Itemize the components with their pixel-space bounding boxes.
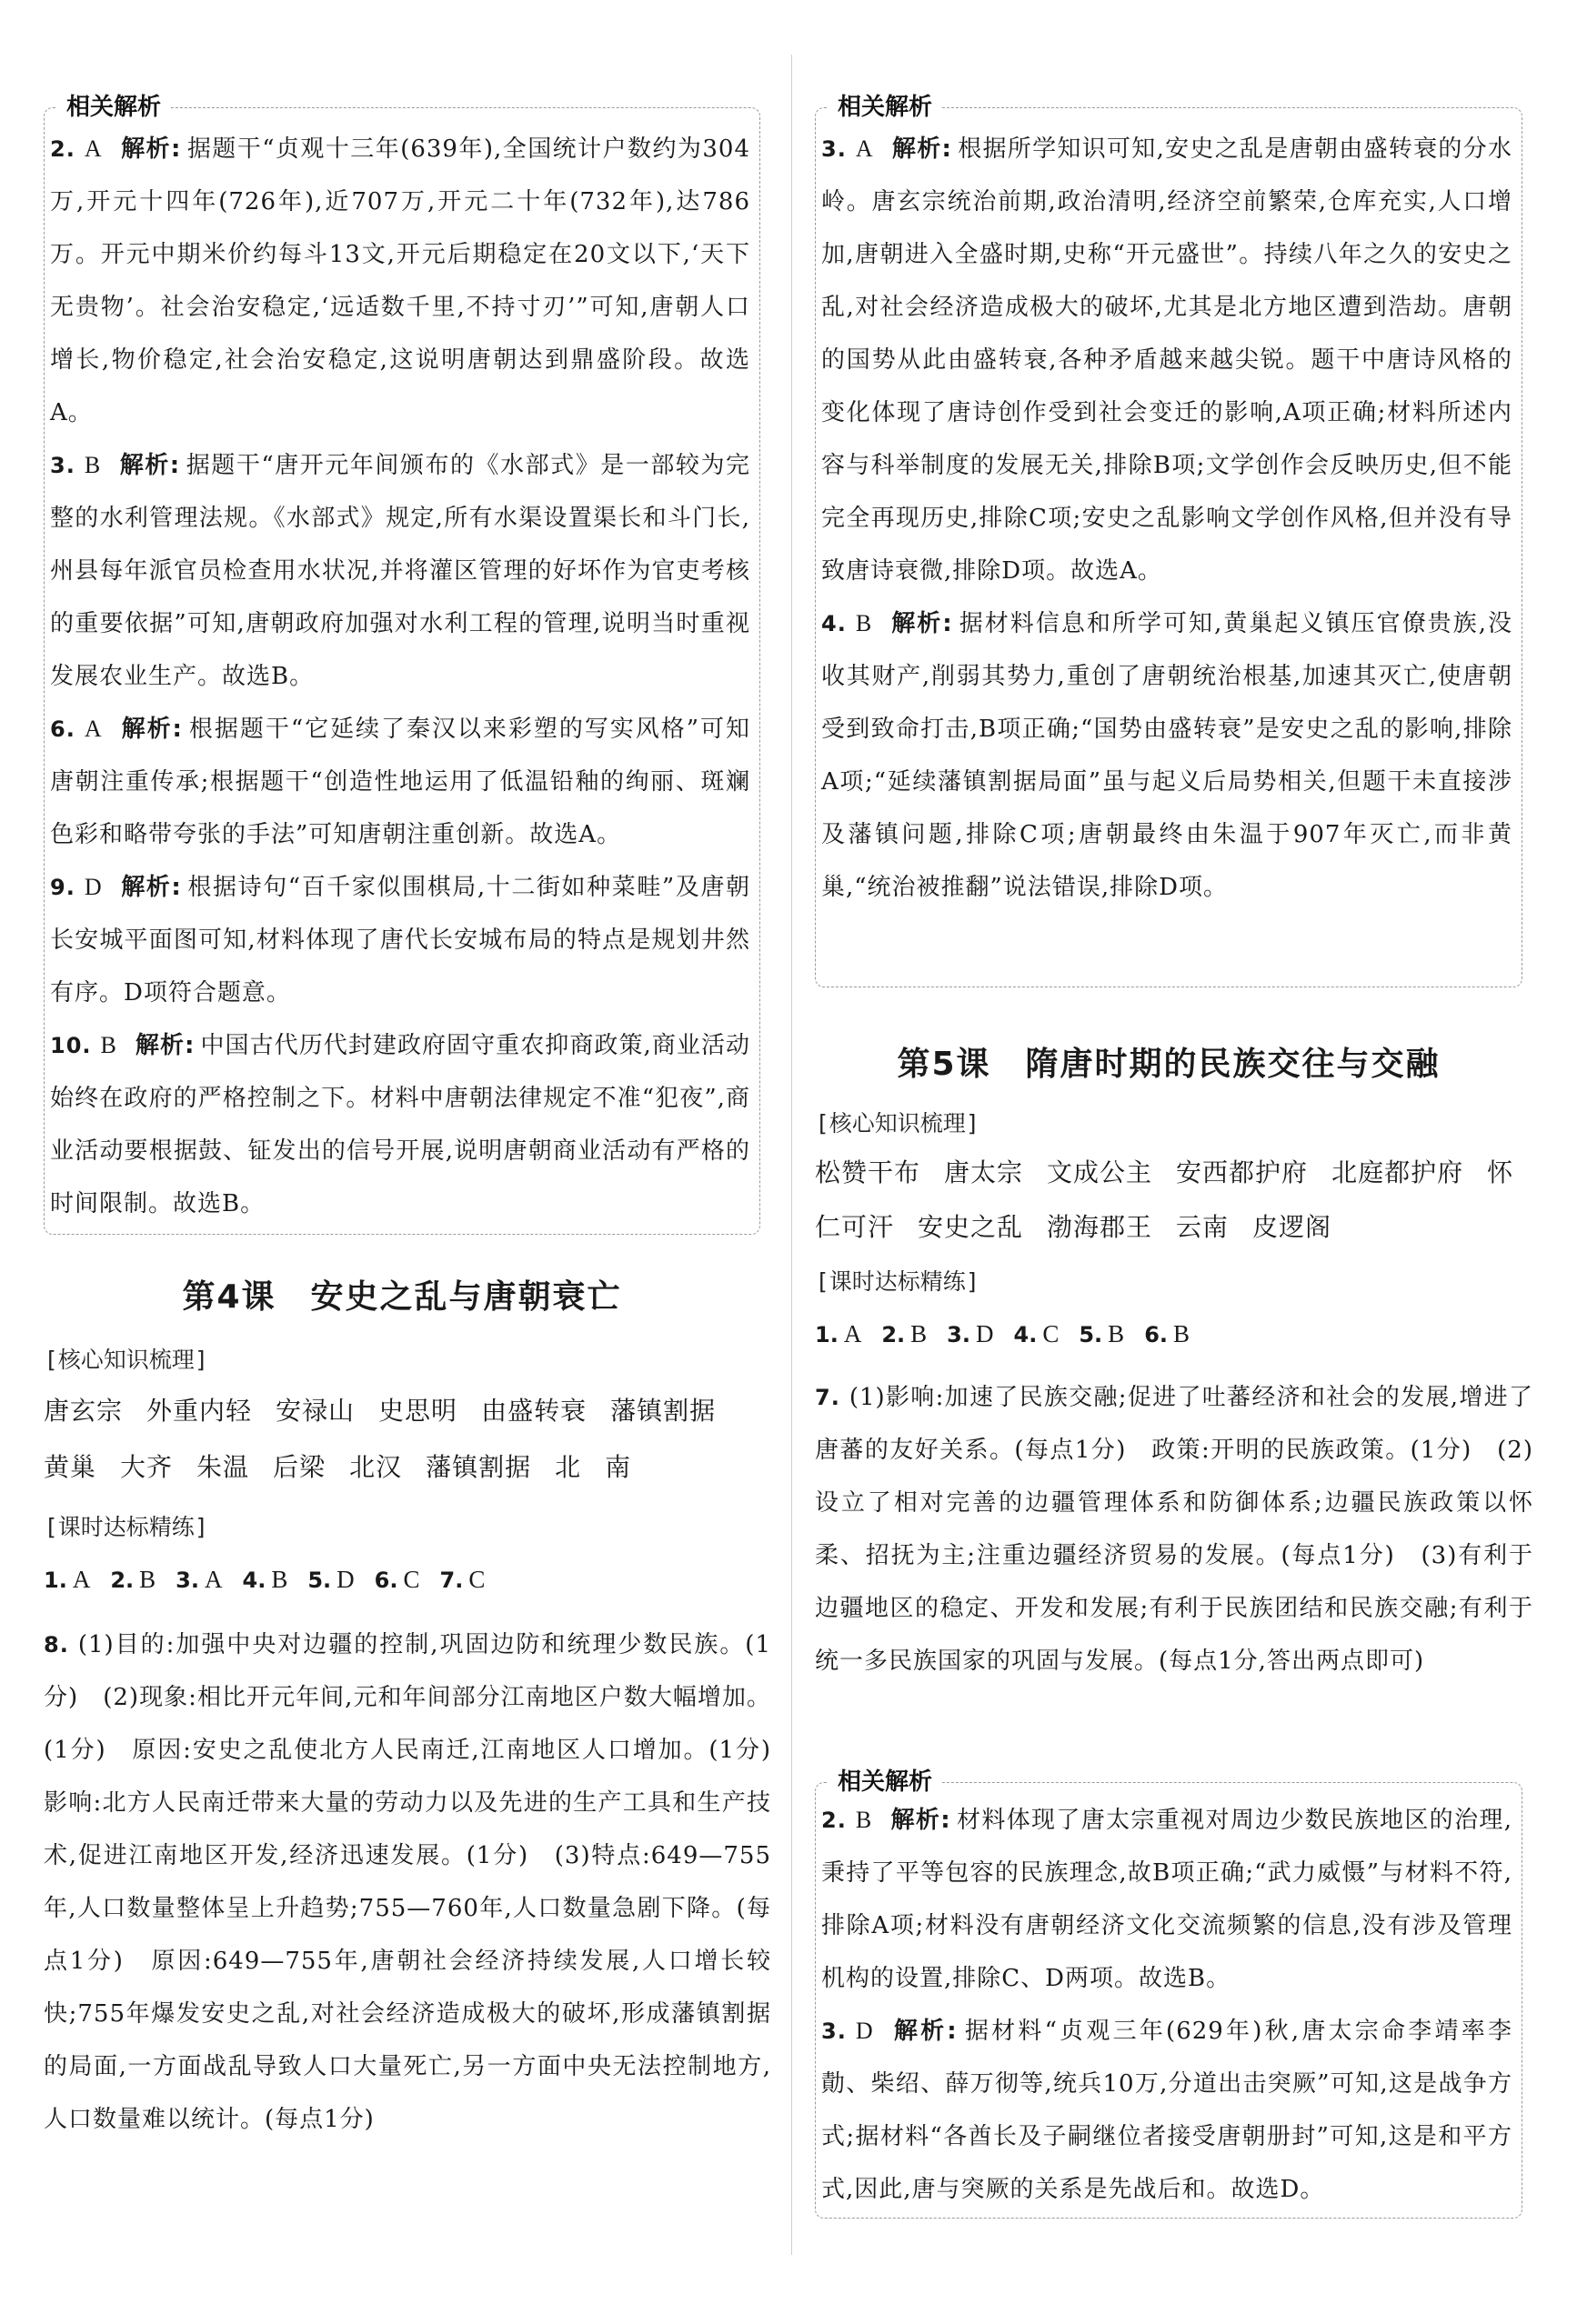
- answer-letter: B: [855, 610, 873, 636]
- keyword: 唐太宗: [944, 1157, 1024, 1187]
- lesson-title: 第5课 隋唐时期的民族交往与交融: [897, 1046, 1441, 1083]
- analysis-tag: 解析:: [890, 610, 953, 637]
- keyword: 外重内轻: [146, 1396, 253, 1426]
- answer-letter: A: [855, 135, 874, 162]
- analysis-item: [50, 439, 750, 703]
- keyword: 云南: [1176, 1212, 1230, 1242]
- question-number: 8.: [44, 1632, 69, 1658]
- keyword: 皮逻阁: [1252, 1212, 1332, 1242]
- keyword: 安西都护府: [1176, 1157, 1309, 1187]
- box-title: 相关解析: [829, 1763, 941, 1797]
- analysis-list: [821, 1794, 1512, 2216]
- section-label-practice: [ 课时达标精练 ]: [815, 1264, 980, 1297]
- keyword: 仁可汗: [815, 1212, 895, 1242]
- answer-item: 4. B: [242, 1566, 288, 1593]
- keyword: 北汉: [349, 1452, 403, 1482]
- analysis-tag: 解析:: [890, 1807, 951, 1834]
- answer-row: [815, 1320, 1210, 1348]
- section-label-practice: [ 课时达标精练 ]: [44, 1509, 209, 1542]
- question-7-answer: [815, 1371, 1533, 1688]
- question-number: 7.: [815, 1385, 840, 1410]
- answer-text: (1)影响:加速了民族交融;促进了吐蕃经济和社会的发展,增进了唐蕃的友好关系。(每点1分) 政策:开明的民族政策。(1分) (2)设立了相对完善的边疆管理体系和防御体系;边疆民族政策以怀柔、招抚为主;注重边疆经济贸易的发展。(每点1分) (3)有利于边疆地区的稳定、开发和发展;有利于民族团结和民族交融;有利于统一多民族国家的巩固与发展。(每点1分,答出两点即可): [815, 1384, 1533, 1675]
- question-number: 2.: [50, 136, 75, 162]
- keyword: 安禄山: [276, 1396, 356, 1426]
- answer-item: 2. B: [110, 1566, 156, 1593]
- box-title: 相关解析: [829, 88, 941, 122]
- answer-item: 2. B: [881, 1320, 928, 1347]
- answer-item: 5. D: [307, 1566, 355, 1593]
- question-number: 3.: [821, 136, 847, 162]
- question-8-answer: [44, 1618, 797, 2146]
- analysis-item: [50, 861, 750, 1019]
- keyword: 北庭都护府: [1331, 1157, 1464, 1187]
- analysis-text: 根据诗句“百千家似围棋局,十二街如种菜畦”及唐朝长安城平面图可知,材料体现了唐代长安城布局的特点是规划井然有序。D项符合题意。: [50, 874, 750, 1007]
- analysis-tag: 解析:: [120, 135, 182, 163]
- keyword-row: [44, 1440, 655, 1495]
- analysis-tag: 解析:: [891, 135, 952, 163]
- keyword: 松赞干布: [815, 1157, 921, 1187]
- answer-item: 6. C: [374, 1566, 420, 1593]
- keyword: 由盛转衰: [481, 1396, 588, 1426]
- answer-letter: A: [84, 716, 103, 742]
- analysis-text: 根据题干“它延续了秦汉以来彩塑的写实风格”可知唐朝注重传承;根据题干“创造性地运用了低温铅釉的绚丽、斑斓色彩和略带夸张的手法”可知唐朝注重创新。故选A。: [50, 716, 750, 848]
- analysis-tag: 解析:: [120, 874, 182, 901]
- column-divider: [791, 55, 792, 2255]
- analysis-text: 据材料信息和所学可知,黄巢起义镇压官僚贵族,没收其财产,削弱其势力,重创了唐朝统治根基,加速其灭亡,使唐朝受到致命打击,B项正确;“国势由盛转衰”是安史之乱的影响,排除A项;“延续藩镇割据局面”虽与起义后局势相关,但题干未直接涉及藩镇问题,排除C项;唐朝最终由朱温于907年灭亡,而非黄巢,“统治被推翻”说法错误,排除D项。: [821, 610, 1513, 901]
- lesson-title: 第4课 安史之乱与唐朝衰亡: [182, 1278, 622, 1316]
- analysis-list: [821, 123, 1512, 914]
- analysis-item: [821, 597, 1512, 914]
- analysis-item: [821, 2005, 1512, 2216]
- keyword-row: [815, 1146, 1537, 1200]
- keyword-row: [815, 1200, 1355, 1255]
- answer-item: 1. A: [815, 1320, 862, 1347]
- analysis-text: 据题干“贞观十三年(639年),全国统计户数约为304万,开元十四年(726年),近707万,开元二十年(732年),达786万。开元中期米价约每斗13文,开元后期稳定在20文以下,‘天下无贵物’。社会治安稳定,‘远适数千里,不持寸刃’”可知,唐朝人口增长,物价稳定,社会治安稳定,这说明唐朝达到鼎盛阶段。故选A。: [50, 135, 750, 426]
- question-number: 10.: [50, 1033, 92, 1058]
- analysis-item: [50, 1019, 750, 1230]
- keyword: 文成公主: [1047, 1157, 1153, 1187]
- analysis-item: [821, 123, 1512, 597]
- related-analysis-box: [44, 94, 760, 1235]
- box-title: 相关解析: [57, 88, 170, 122]
- question-number: 3.: [50, 453, 75, 478]
- question-number: 9.: [50, 875, 75, 900]
- answer-text: (1)目的:加强中央对边疆的控制,巩固边防和统理少数民族。(1分) (2)现象:相比开元年间,元和年间部分江南地区户数大幅增加。(1分) 原因:安史之乱使北方人民南迁,江南地区人口增加。(1分) 影响:北方人民南迁带来大量的劳动力以及先进的生产工具和生产技术,促进江南地区开发,经济迅速发展。(1分) (3)特点:649—755年,人口数量整体呈上升趋势;755—760年,人口数量急剧下降。(每点1分) 原因:649—755年,唐朝社会经济持续发展,人口增长较快;755年爆发安史之乱,对社会经济造成极大的破坏,形成藩镇割据的局面,一方面战乱导致人口大量死亡,另一方面中央无法控制地方,人口数量难以统计。(每点1分): [44, 1631, 797, 2133]
- answer-item: 6. B: [1144, 1320, 1190, 1347]
- question-number: 6.: [50, 716, 75, 742]
- keyword: 朱温: [196, 1452, 250, 1482]
- keyword: 史思明: [378, 1396, 458, 1426]
- keyword: 大齐: [120, 1452, 174, 1482]
- answer-item: 3. D: [947, 1320, 994, 1347]
- analysis-text: 中国古代历代封建政府固守重农抑商政策,商业活动始终在政府的严格控制之下。材料中唐朝法律规定不准“犯夜”,商业活动要根据鼓、钲发出的信号开展,说明唐朝商业活动有严格的时间限制。故选B。: [50, 1032, 751, 1217]
- answer-item: 5. B: [1079, 1320, 1125, 1347]
- keyword: 唐玄宗: [44, 1396, 124, 1426]
- answer-row: [44, 1566, 505, 1594]
- answer-item: 4. C: [1013, 1320, 1060, 1347]
- analysis-text: 据材料“贞观三年(629年)秋,唐太宗命李靖率李勣、柴绍、薛万彻等,统兵10万,分道出击突厥”可知,这是战争方式;据材料“各酋长及子嗣继位者接受唐朝册封”可知,这是和平方式,因此,唐与突厥的关系是先战后和。故选D。: [821, 2018, 1512, 2203]
- answer-letter: D: [84, 874, 103, 900]
- keyword: 渤海郡王: [1047, 1212, 1153, 1242]
- answer-letter: A: [84, 135, 103, 162]
- analysis-text: 材料体现了唐太宗重视对周边少数民族地区的治理,秉持了平等包容的民族理念,故B项正确;“武力威慑”与材料不符,排除A项;材料没有唐朝经济文化交流频繁的信息,没有涉及管理机构的设置,排除C、D两项。故选B。: [821, 1807, 1513, 1992]
- analysis-text: 根据所学知识可知,安史之乱是唐朝由盛转衰的分水岭。唐玄宗统治前期,政治清明,经济空前繁荣,仓库充实,人口增加,唐朝进入全盛时期,史称“开元盛世”。持续八年之久的安史之乱,对社会经济造成极大的破坏,尤其是北方地区遭到浩劫。唐朝的国势从此由盛转衰,各种矛盾越来越尖锐。题干中唐诗风格的变化体现了唐诗创作受到社会变迁的影响,A项正确;材料所述内容与科举制度的发展无关,排除B项;文学创作会反映历史,但不能完全再现历史,排除C项;安史之乱影响文学创作风格,但并没有导致唐诗衰微,排除D项。故选A。: [821, 135, 1512, 585]
- answer-letter: B: [84, 452, 102, 478]
- analysis-item: [50, 703, 750, 861]
- analysis-text: 据题干“唐开元年间颁布的《水部式》是一部较为完整的水利管理法规。《水部式》规定,所有水渠设置渠长和斗门长,州县每年派官员检查用水状况,并将灌区管理的好坏作为官吏考核的重要依据”可知,唐朝政府加强对水利工程的管理,说明当时重视发展农业生产。故选B。: [50, 452, 750, 690]
- analysis-tag: 解析:: [119, 452, 181, 479]
- answer-item: 7. C: [439, 1566, 486, 1593]
- answer-letter: D: [855, 2018, 874, 2044]
- question-number: 3.: [821, 2018, 847, 2044]
- keyword: 藩镇割据: [610, 1396, 717, 1426]
- answer-letter: B: [855, 1807, 873, 1833]
- question-number: 4.: [821, 611, 847, 636]
- section-label-core: [ 核心知识梳理 ]: [815, 1106, 980, 1138]
- answer-item: 1. A: [44, 1566, 91, 1593]
- related-analysis-box: [815, 1768, 1522, 2219]
- keyword: 安史之乱: [918, 1212, 1024, 1242]
- analysis-item: [50, 123, 750, 439]
- question-number: 2.: [821, 1808, 847, 1833]
- analysis-tag: 解析:: [120, 716, 183, 743]
- analysis-tag: 解析:: [891, 2018, 958, 2045]
- answer-item: 3. A: [176, 1566, 223, 1593]
- keyword-row: [44, 1384, 739, 1438]
- analysis-item: [821, 1794, 1512, 2005]
- section-label-core: [ 核心知识梳理 ]: [44, 1342, 209, 1375]
- keyword: 藩镇割据: [426, 1452, 532, 1482]
- keyword: 黄巢: [44, 1452, 97, 1482]
- analysis-list: [50, 123, 750, 1230]
- related-analysis-box: [815, 94, 1522, 987]
- keyword: 怀: [1487, 1157, 1514, 1187]
- answer-letter: B: [100, 1032, 117, 1058]
- analysis-tag: 解析:: [135, 1032, 196, 1059]
- keyword: 南: [605, 1452, 632, 1482]
- keyword: 后梁: [273, 1452, 326, 1482]
- keyword: 北: [555, 1452, 582, 1482]
